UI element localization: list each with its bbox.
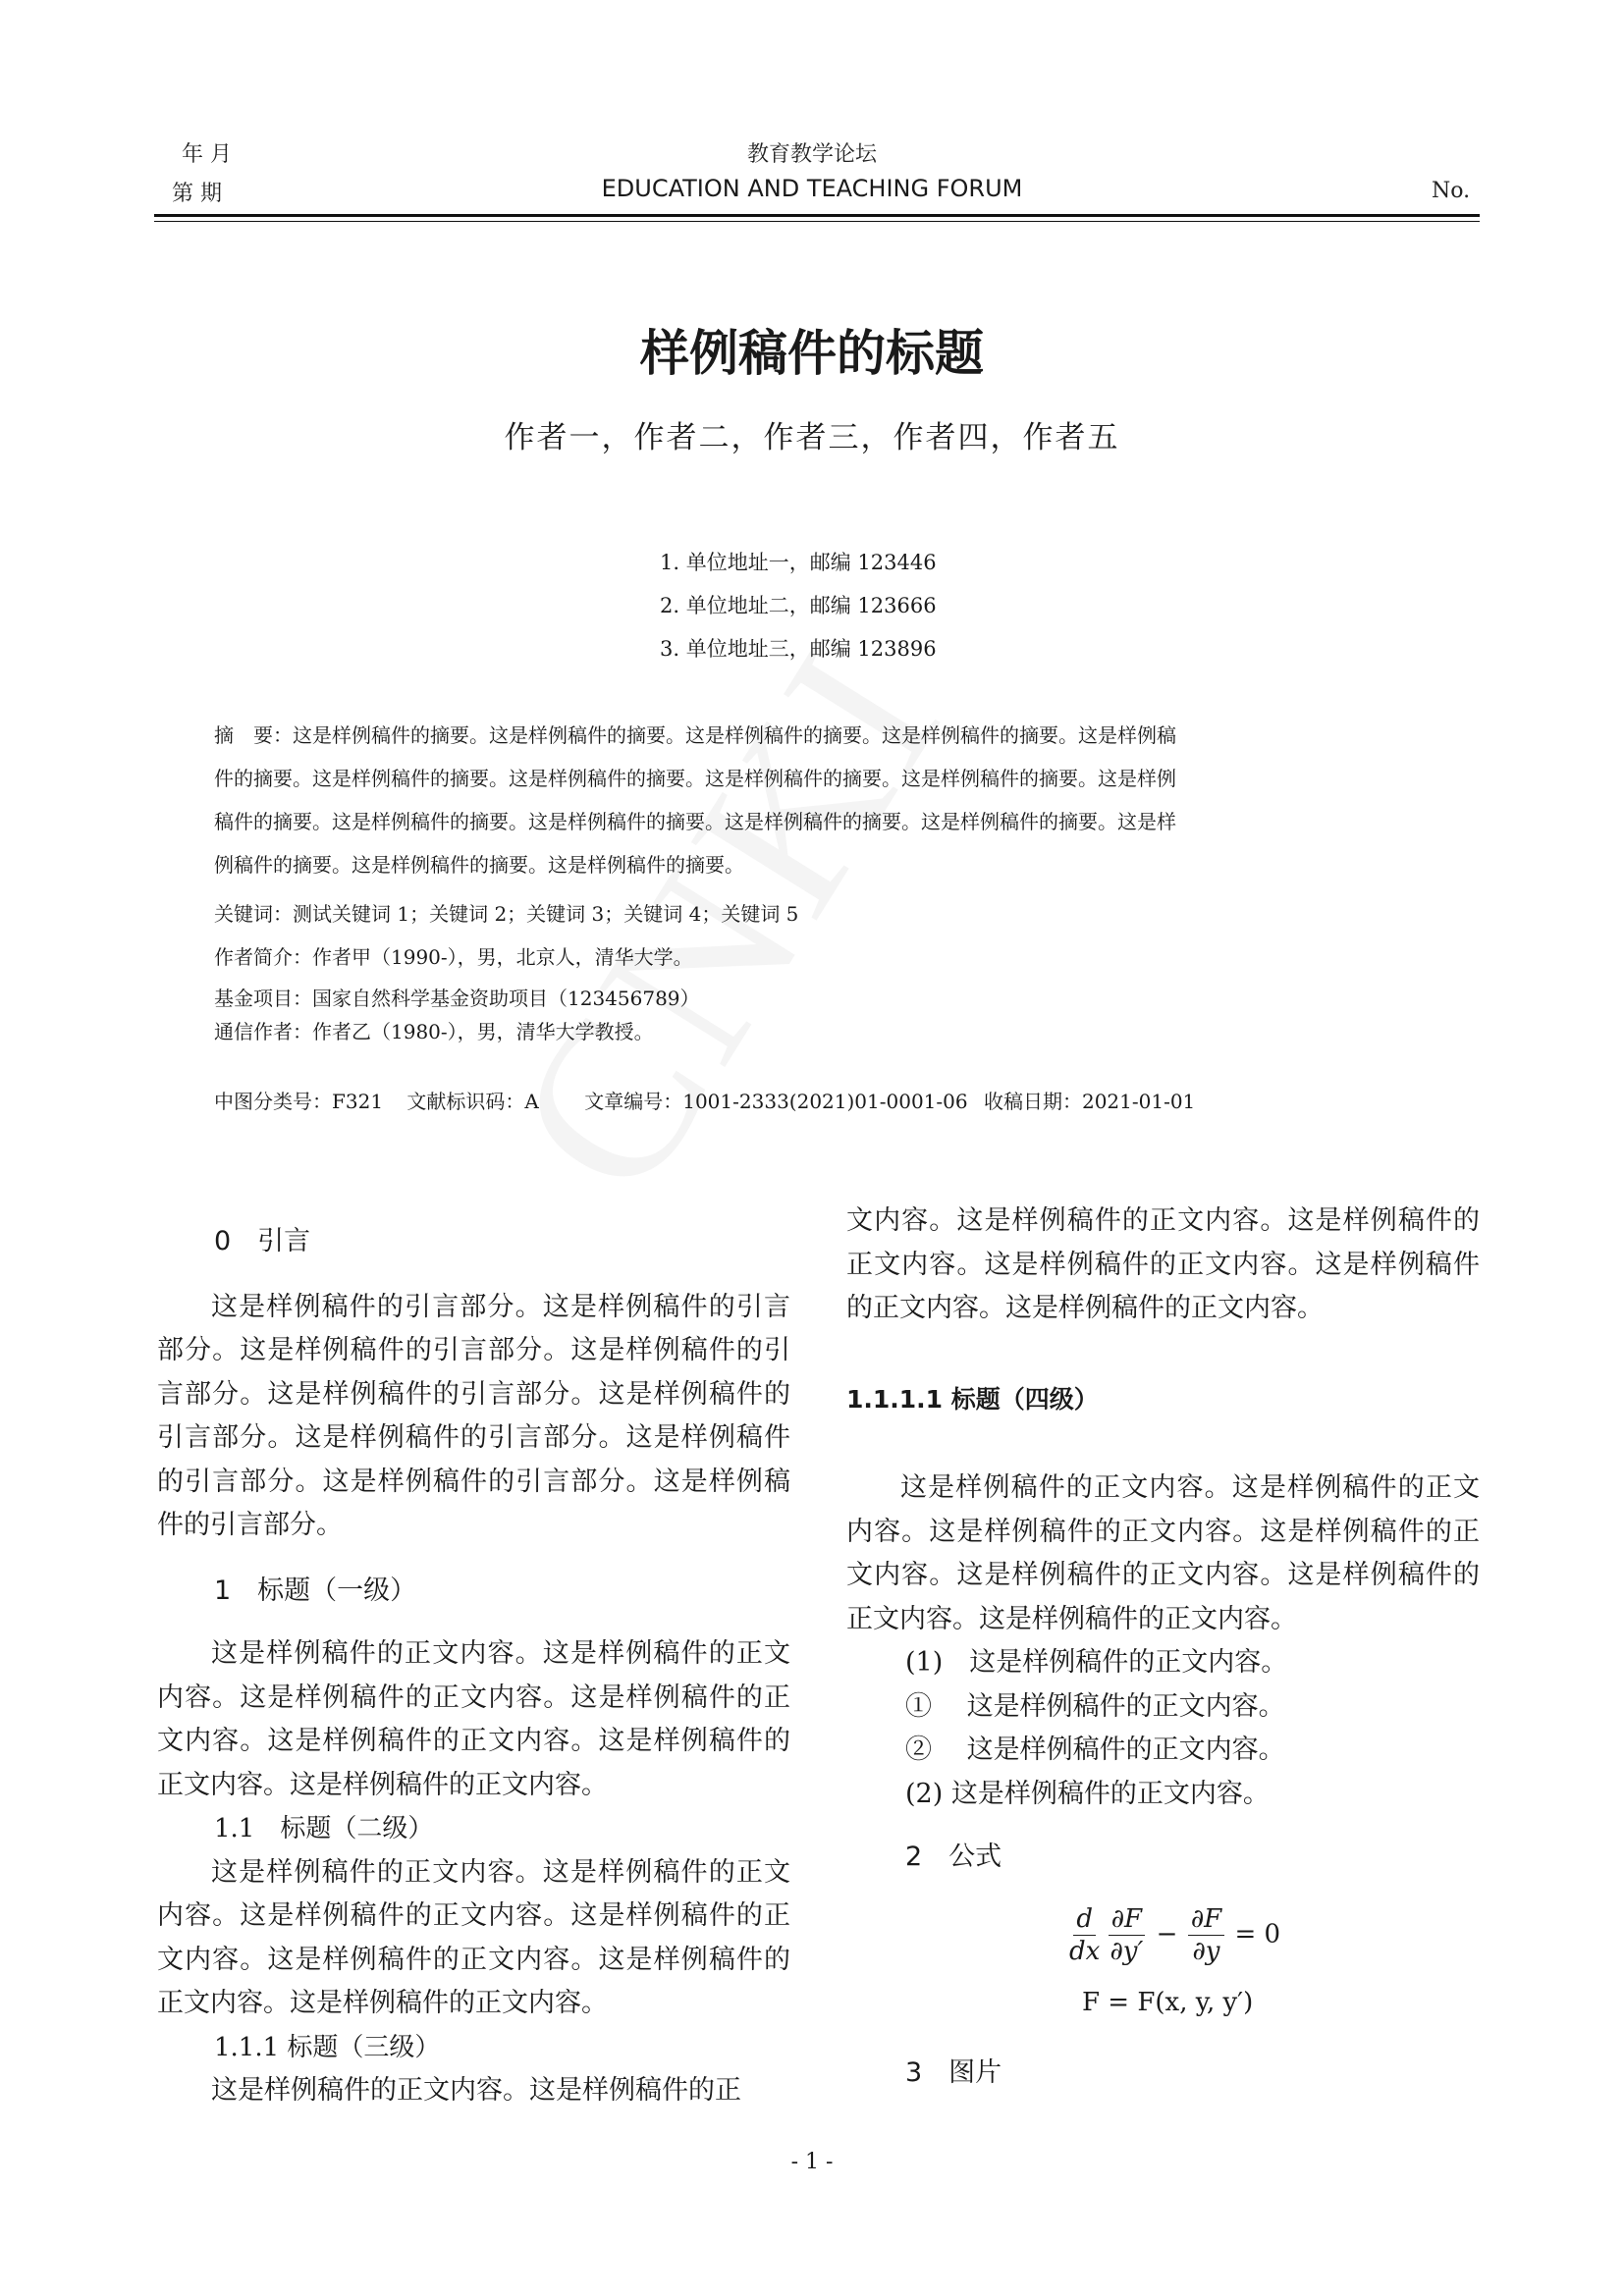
funding-text: 国家自然科学基金资助项目（123456789） xyxy=(312,987,700,1010)
clc-value: F321 xyxy=(332,1090,384,1113)
list-item: ② 这是样例稿件的正文内容。 xyxy=(905,1735,1285,1765)
header-issue: 第 期 xyxy=(172,182,222,206)
corresponding-label: 通信作者： xyxy=(214,1020,312,1043)
meta-block xyxy=(214,895,1422,1048)
section-1-heading: 1 标题（一级） xyxy=(214,1575,417,1606)
paper-title: 样例稿件的标题 xyxy=(640,325,984,382)
list-item: (2) 这是样例稿件的正文内容。 xyxy=(905,1778,1270,1809)
section-1-1-1-paragraph: 这是样例稿件的正文内容。这是样例稿件的正 xyxy=(211,2075,741,2106)
doc-code-label: 文献标识码： xyxy=(406,1090,525,1113)
section-2-heading: 2 公式 xyxy=(905,1842,1002,1872)
list-item: (1) 这是样例稿件的正文内容。 xyxy=(905,1647,1288,1678)
section-1-1-1-heading: 1.1.1 标题（三级） xyxy=(214,2032,441,2062)
doc-code-value: A xyxy=(524,1090,539,1113)
article-no-label: 文章编号： xyxy=(584,1090,683,1113)
header-journal-en: EDUCATION AND TEACHING FORUM xyxy=(601,175,1023,202)
continued-paragraph: 文内容。这是样例稿件的正文内容。这是样例稿件的正文内容。这是样例稿件的正文内容。这是样例稿件的正文内容。这是样例稿件的正文内容。 xyxy=(846,1205,1480,1323)
keywords-line xyxy=(214,895,1422,933)
corresponding-line xyxy=(214,1015,1422,1048)
funding-line xyxy=(214,982,1422,1015)
section-1-1-paragraph: 这是样例稿件的正文内容。这是样例稿件的正文内容。这是样例稿件的正文内容。这是样例稿件的正文内容。这是样例稿件的正文内容。这是样例稿件的正文内容。这是样例稿件的正文内容。 xyxy=(157,1856,790,2018)
header-number: No. xyxy=(1432,179,1471,203)
clc-label: 中图分类号： xyxy=(214,1090,332,1113)
affiliation-1: 1. 单位地址一，邮编 123446 xyxy=(660,551,937,574)
right-column xyxy=(846,1200,1480,2096)
keywords-text: 测试关键词 1；关键词 2；关键词 3；关键词 4；关键词 5 xyxy=(293,902,799,926)
header-rule-thin xyxy=(154,221,1480,222)
header-rule-thick xyxy=(154,214,1480,217)
section-0-heading: 0 引言 xyxy=(214,1226,311,1256)
author-bio-line xyxy=(214,938,1422,976)
abstract-line-4: 例稿件的摘要。这是样例稿件的摘要。这是样例稿件的摘要。 xyxy=(214,853,744,877)
page-number: - 1 - xyxy=(790,2150,834,2174)
funding-label: 基金项目： xyxy=(214,987,312,1010)
section-1-1-heading: 1.1 标题（二级） xyxy=(214,1814,434,1843)
received-date-label: 收稿日期： xyxy=(983,1090,1082,1113)
section-1-paragraph: 这是样例稿件的正文内容。这是样例稿件的正文内容。这是样例稿件的正文内容。这是样例稿件的正文内容。这是样例稿件的正文内容。这是样例稿件的正文内容。这是样例稿件的正文内容。 xyxy=(157,1638,790,1800)
abstract-line-3: 稿件的摘要。这是样例稿件的摘要。这是样例稿件的摘要。这是样例稿件的摘要。这是样例稿件的摘要。这是样 xyxy=(214,810,1176,833)
list-item: ① 这是样例稿件的正文内容。 xyxy=(905,1690,1285,1722)
affiliation-2: 2. 单位地址二，邮编 123666 xyxy=(660,594,937,617)
keywords-label: 关键词： xyxy=(214,902,293,926)
intro-paragraph: 这是样例稿件的引言部分。这是样例稿件的引言部分。这是样例稿件的引言部分。这是样例稿件的引言部分。这是样例稿件的引言部分。这是样例稿件的引言部分。这是样例稿件的引言部分。这是样例稿件的引言部分。这是样例稿件的引言部分。这是样例稿件的引言部分。 xyxy=(157,1291,790,1540)
affiliation-3: 3. 单位地址三，邮编 123896 xyxy=(660,637,937,661)
author-list: 作者一，作者二，作者三，作者四，作者五 xyxy=(504,420,1120,455)
equation-f-definition: F = F(x, y, y′) xyxy=(1082,1987,1254,2017)
left-column xyxy=(157,1220,790,2113)
article-no-value: 1001-2333(2021)01-0001-06 xyxy=(682,1090,968,1113)
received-date-value: 2021-01-01 xyxy=(1081,1090,1196,1113)
abstract-line-2: 件的摘要。这是样例稿件的摘要。这是样例稿件的摘要。这是样例稿件的摘要。这是样例稿件的摘要。这是样例 xyxy=(214,767,1176,790)
abstract-label: 摘 要： xyxy=(214,723,293,747)
classification-line xyxy=(214,1080,1422,1123)
abstract-block xyxy=(214,714,1422,886)
corresponding-text: 作者乙（1980-），男，清华大学教授。 xyxy=(312,1020,654,1043)
abstract-line-1: 摘 要：这是样例稿件的摘要。这是样例稿件的摘要。这是样例稿件的摘要。这是样例稿件的摘要。这是样例稿 xyxy=(214,723,1176,747)
section-1-1-1-1-heading: 1.1.1.1 标题（四级） xyxy=(846,1384,1099,1414)
header-year-month: 年 月 xyxy=(182,142,232,167)
author-bio-label: 作者简介： xyxy=(214,945,312,969)
section-1-1-1-1-paragraph: 这是样例稿件的正文内容。这是样例稿件的正文内容。这是样例稿件的正文内容。这是样例稿件的正文内容。这是样例稿件的正文内容。这是样例稿件的正文内容。这是样例稿件的正文内容。 xyxy=(846,1472,1480,1634)
header-journal-cn: 教育教学论坛 xyxy=(746,142,877,167)
section-3-heading: 3 图片 xyxy=(905,2057,1002,2088)
equation-euler-lagrange: $\frac{d}{dx}$ $\frac{\partial F}{\partial y'}$ − $\frac{\partial F}{\partial y}$ = 0 xyxy=(1069,1903,1281,1966)
author-bio-text: 作者甲（1990-），男，北京人，清华大学。 xyxy=(312,945,693,969)
